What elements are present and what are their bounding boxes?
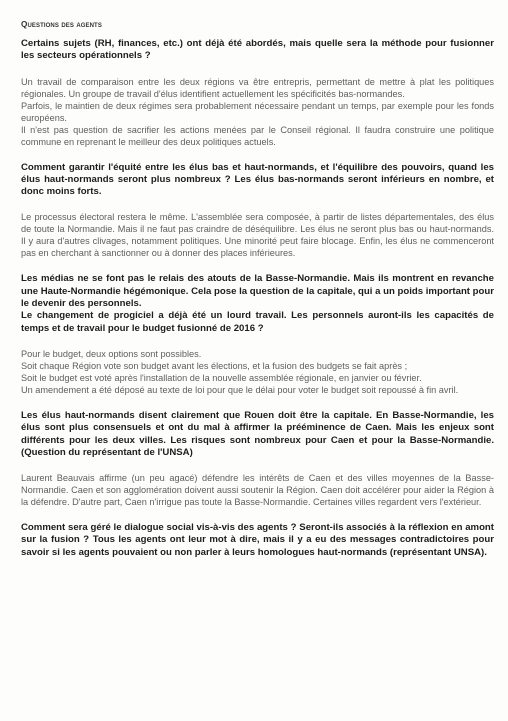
question-3-paragraph-1: Les médias ne se font pas le relais des atouts de la Basse-Normandie. Mais ils montrent en revanche une Haute-Normandie hégémonique. Cela pose la question de la capitale, qui a un poids important pour le devenir des personnels. — [21, 273, 494, 310]
answer-3-paragraph-3: Soit le budget est voté après l'installation de la nouvelle assemblée régionale, en janvier ou février. — [21, 372, 422, 383]
section-heading: Questions des agents — [21, 20, 102, 29]
answer-1-paragraph-1: Un travail de comparaison entre les deux régions va être entrepris, permettant de mettre à plat les politiques régionales. Un groupe de travail d'élus identifient actuellement les spécificités bas-normandes. — [21, 76, 494, 99]
answer-3-paragraph-1: Pour le budget, deux options sont possibles. — [21, 348, 202, 359]
answer-3-paragraph-2: Soit chaque Région vote son budget avant les élections, et la fusion des budgets se fait après ; — [21, 360, 408, 371]
question-3-paragraph-2: Le changement de progiciel a déjà été un lourd travail. Les personnels auront-ils les capacités de temps et de travail pour le budget fusionné de 2016 ? — [21, 310, 494, 334]
question-2: Comment garantir l'équité entre les élus bas et haut-normands, et l'équilibre des pouvoirs, quand les élus haut-normands seront plus nombreux ? Les élus bas-normands seront inférieurs en nombre, et donc moins forts. — [21, 161, 494, 198]
answer-3-paragraph-4: Un amendement a été déposé au texte de loi pour que le délai pour voter le budget soit repoussé à fin avril. — [21, 384, 459, 395]
answer-2-paragraph-1: Le processus électoral restera le même. L'assemblée sera composée, à partir de listes départementales, des élus de toute la Normandie. Mais il ne faut pas craindre de déséquilibre. Les élus ne seront plus bas ou haut-normands. Il y aura d'autres clivages, notamment politiques. Une minorité peut faire blocage. Enfin, les élus ne commenceront pas en cherchant à sanctionner ou à donner des places inférieures. — [21, 212, 494, 259]
question-1: Certains sujets (RH, finances, etc.) ont déjà été abordés, mais quelle sera la méthode pour fusionner les secteurs opérationnels ? — [21, 38, 494, 62]
answer-1-paragraph-3: Il n'est pas question de sacrifier les actions menées par le Conseil régional. Il faudra construire une politique commune en reprenant le meilleur des deux politiques actuels. — [21, 124, 494, 147]
answer-4-paragraph-1: Laurent Beauvais affirme (un peu agacé) défendre les intérêts de Caen et des villes moyennes de la Basse-Normandie. Caen et son agglomération doivent aussi soutenir la Région. Caen doit accélérer pour aider la Région à la défendre. D'autre part, Caen n'irrigue pas toute la Basse-Normandie. Certaines villes regardent vers l'extérieur. — [21, 473, 494, 508]
answer-1-paragraph-2: Parfois, le maintien de deux régimes sera probablement nécessaire pendant un temps, par exemple pour les fonds européens. — [21, 100, 494, 123]
question-5: Comment sera géré le dialogue social vis-à-vis des agents ? Seront-ils associés à la réflexion en amont sur la fusion ? Tous les agents ont leur mot à dire, mais il y a eu des messages contradictoires pour savoir si les agents pouvaient ou non parler à leurs homologues haut-normands (représentant UNSA). — [21, 522, 494, 558]
question-4: Les élus haut-normands disent clairement que Rouen doit être la capitale. En Basse-Normandie, les élus sont plus consensuels et ont du mal à affirmer la prééminence de Caen. Mais les enjeux sont différents pour les deux villes. Les risques sont nombreux pour Caen et pour la Basse-Normandie. (Question du représentant de l'UNSA) — [21, 409, 494, 458]
